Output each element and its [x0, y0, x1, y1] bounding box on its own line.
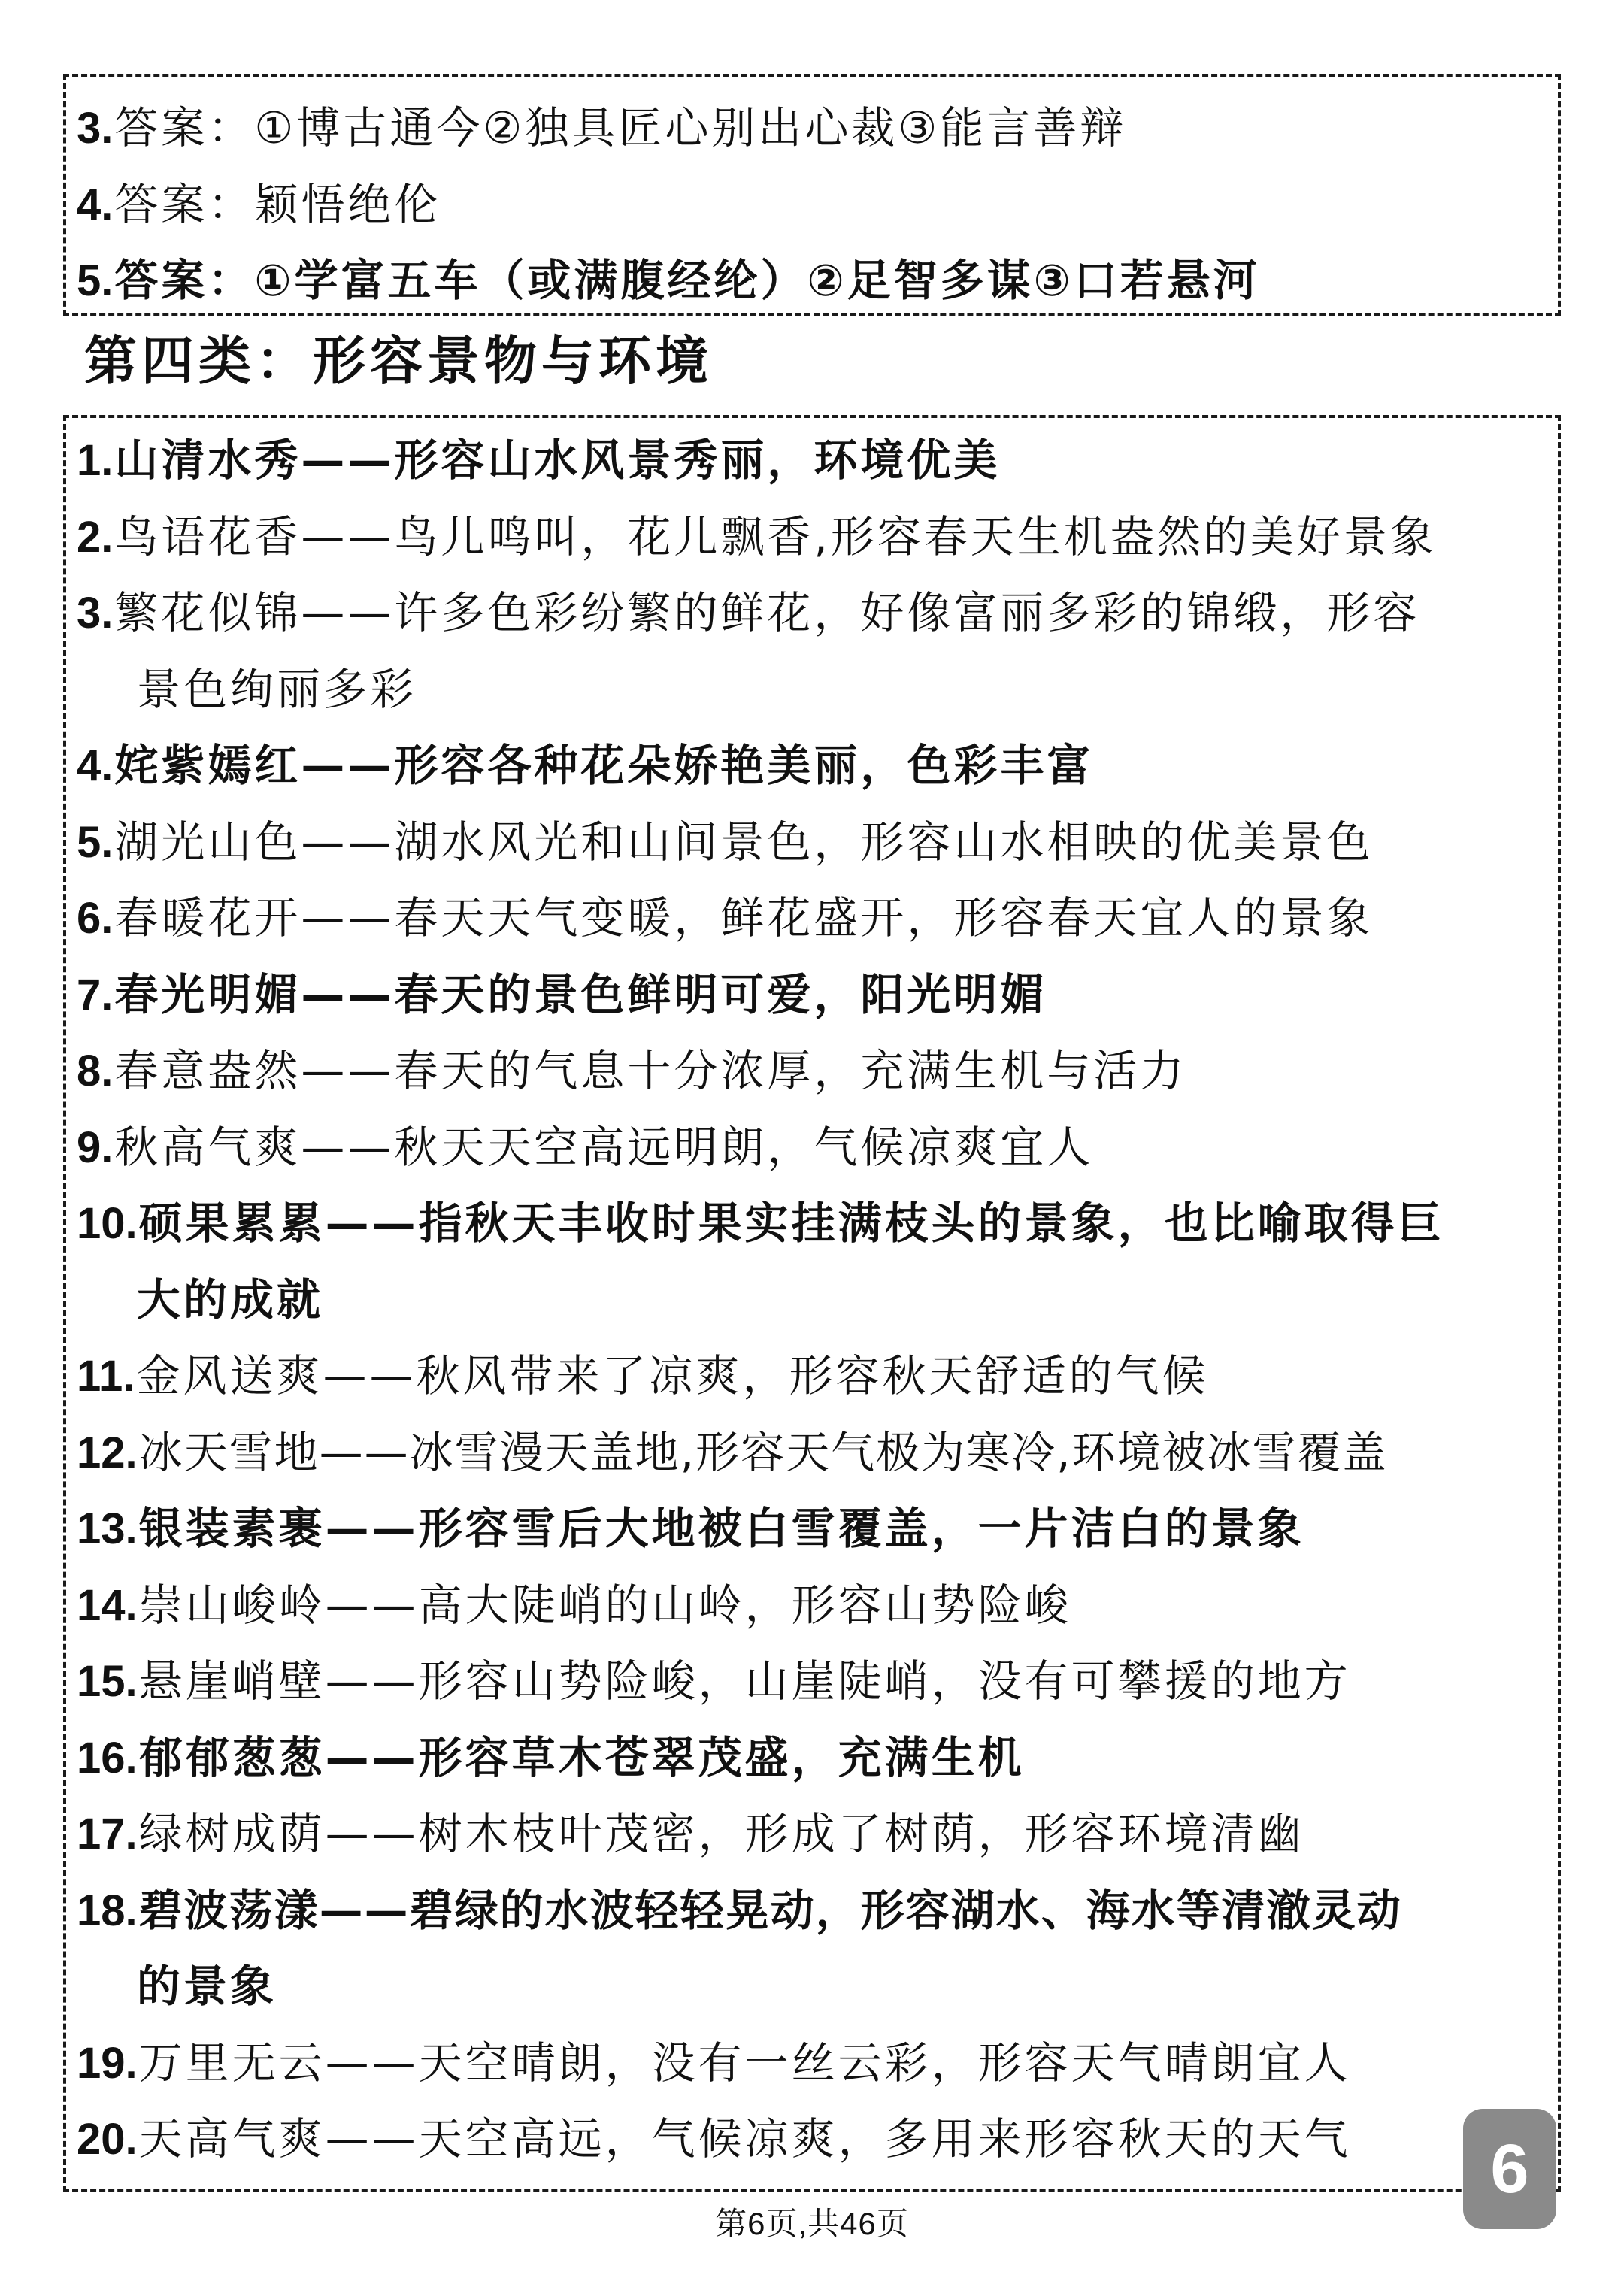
answer-number: 4. — [77, 180, 114, 229]
item-text: 银装素裹——形容雪后大地被白雪覆盖，一片洁白的景象 — [138, 1503, 1304, 1554]
item-text: 春意盎然——春天的气息十分浓厚，充满生机与活力 — [114, 1045, 1187, 1096]
answer-number: 5. — [77, 256, 114, 305]
item-number: 11. — [77, 1352, 135, 1401]
item-number: 2. — [77, 512, 114, 562]
section-title: 第四类：形容景物与环境 — [84, 330, 713, 392]
item-number: 6. — [77, 894, 114, 943]
item-text: 春光明媚——春天的景色鲜明可爱，阳光明媚 — [114, 968, 1047, 1020]
list-item — [77, 575, 1558, 652]
list-item — [77, 1796, 1558, 1873]
item-text: 秋高气爽——秋天天空高远明朗，气候凉爽宜人 — [114, 1121, 1094, 1173]
list-item — [77, 1873, 1558, 1949]
list-item — [77, 1491, 1558, 1568]
list-item — [77, 880, 1558, 957]
item-text: 万里无云——天空晴朗，没有一丝云彩，形容天气晴朗宜人 — [138, 2037, 1351, 2089]
item-number: 19. — [77, 2038, 138, 2088]
item-number: 9. — [77, 1122, 114, 1172]
item-number: 3. — [77, 589, 114, 638]
item-text: 碧波荡漾——碧绿的水波轻轻晃动，形容湖水、海水等清澈灵动 — [138, 1884, 1402, 1936]
item-text: 湖光山色——湖水风光和山间景色，形容山水相映的优美景色 — [114, 816, 1374, 868]
item-number: 16. — [77, 1733, 138, 1783]
list-item — [77, 957, 1558, 1034]
answer-text: 答案：颖悟绝伦 — [114, 178, 441, 230]
list-item — [77, 1415, 1558, 1492]
item-number: 4. — [77, 741, 114, 790]
item-text: 姹紫嫣红——形容各种花朵娇艳美丽，色彩丰富 — [114, 740, 1094, 791]
list-item — [77, 728, 1558, 804]
item-number: 8. — [77, 1047, 114, 1095]
item-text: 冰天雪地——冰雪漫天盖地,形容天气极为寒冷,环境被冰雪覆盖 — [138, 1426, 1388, 1478]
item-text: 天高气爽——天空高远，气候凉爽，多用来形容秋天的天气 — [138, 2113, 1351, 2164]
answer-text: 答案：①博古通今②独具匠心别出心裁③能言善辩 — [114, 102, 1127, 153]
item-number: 1. — [77, 436, 114, 485]
page-footer: 第6页,共46页 — [715, 2206, 909, 2241]
item-text: 郁郁葱葱——形容草木苍翠茂盛，充满生机 — [138, 1731, 1025, 1783]
answer-line — [77, 167, 1558, 244]
item-number: 17. — [77, 1810, 138, 1858]
page-number-badge: 6 — [1463, 2109, 1556, 2229]
item-text: 悬崖峭壁——形容山势险峻，山崖陡峭，没有可攀援的地方 — [138, 1655, 1351, 1707]
item-number: 18. — [77, 1886, 138, 1935]
list-item — [77, 804, 1558, 881]
list-item — [77, 1033, 1558, 1110]
answer-line — [77, 243, 1558, 320]
item-text: 鸟语花香——鸟儿鸣叫，花儿飘香,形容春天生机盎然的美好景象 — [114, 510, 1437, 562]
item-number: 12. — [77, 1428, 138, 1477]
list-item — [77, 423, 1558, 499]
list-item — [77, 1643, 1558, 1720]
idiom-list-box — [63, 415, 1561, 2192]
answer-line — [77, 90, 1558, 167]
item-text: 崇山峻岭——高大陡峭的山岭，形容山势险峻 — [138, 1579, 1071, 1631]
item-text: 绿树成荫——树木枝叶茂密，形成了树荫，形容环境清幽 — [138, 1808, 1304, 1859]
list-item — [77, 1720, 1558, 1797]
list-item — [77, 2101, 1558, 2178]
list-item — [77, 1110, 1558, 1186]
item-text: 金风送爽——秋风带来了凉爽，形容秋天舒适的气候 — [136, 1350, 1209, 1401]
answer-number: 3. — [77, 104, 114, 153]
item-number: 14. — [77, 1580, 138, 1630]
list-item — [77, 499, 1558, 576]
list-item — [77, 2025, 1558, 2102]
item-number: 5. — [77, 817, 114, 867]
item-text: 春暖花开——春天天气变暖，鲜花盛开，形容春天宜人的景象 — [114, 892, 1374, 944]
item-number: 7. — [77, 970, 114, 1019]
answers-box — [63, 74, 1561, 316]
item-number: 20. — [77, 2115, 138, 2164]
list-item — [77, 1338, 1558, 1415]
answer-text: 答案：①学富五车（或满腹经纶）②足智多谋③口若悬河 — [114, 255, 1260, 306]
list-item — [77, 1568, 1558, 1644]
item-number: 10. — [77, 1199, 138, 1248]
item-text: 繁花似锦——许多色彩纷繁的鲜花，好像富丽多彩的锦缎，形容 — [114, 587, 1420, 638]
item-number: 15. — [77, 1657, 138, 1706]
list-item-continuation: 大的成就 — [137, 1274, 324, 1325]
list-item-continuation: 景色绚丽多彩 — [137, 663, 417, 715]
item-text: 山清水秀——形容山水风景秀丽，环境优美 — [114, 435, 1001, 486]
list-item — [77, 1186, 1558, 1262]
item-text: 硕果累累——指秋天丰收时果实挂满枝头的景象，也比喻取得巨 — [138, 1198, 1444, 1249]
item-number: 13. — [77, 1504, 138, 1553]
list-item-continuation: 的景象 — [137, 1961, 277, 2012]
